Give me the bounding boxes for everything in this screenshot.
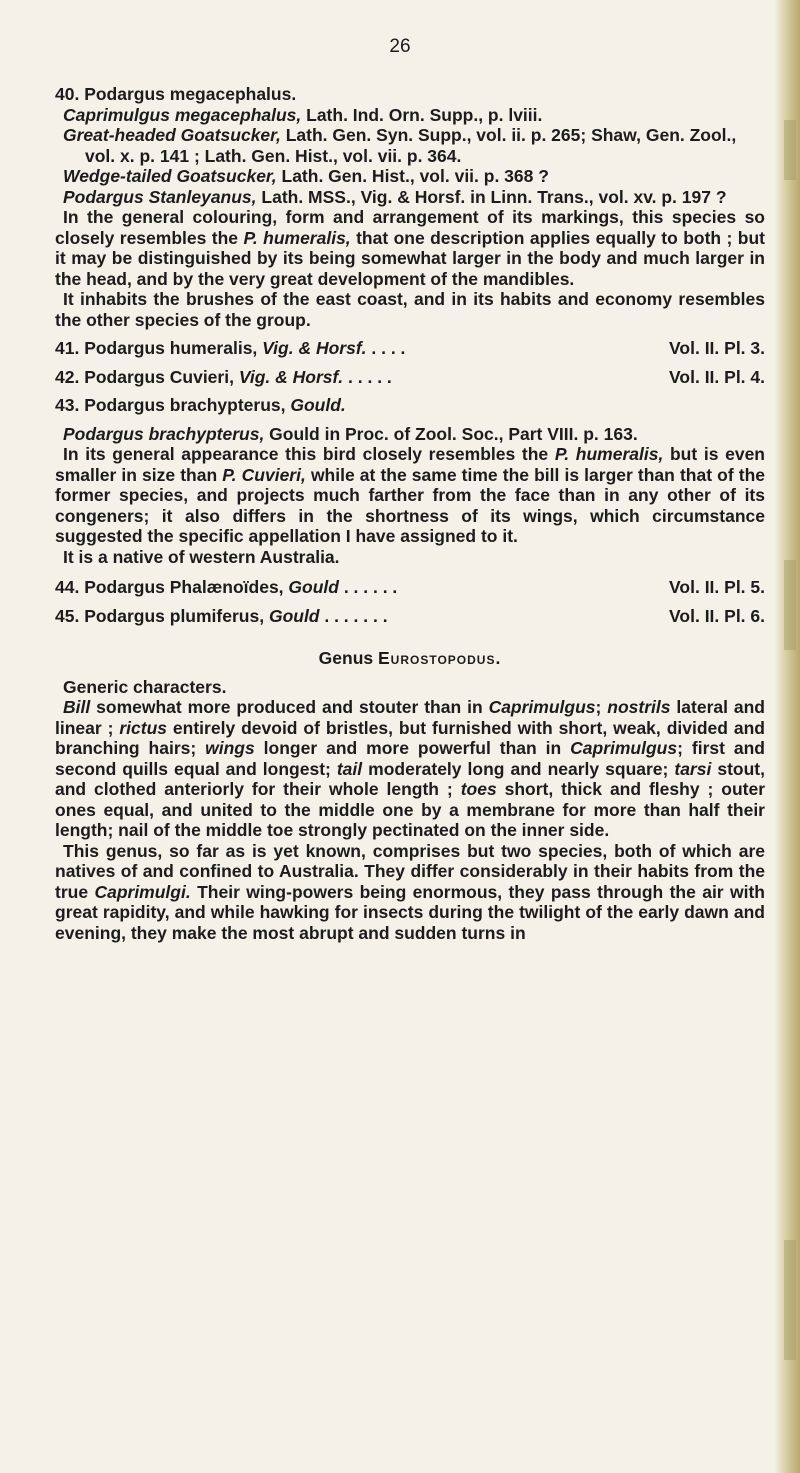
term: nostrils	[607, 697, 671, 717]
genus-label: Genus	[318, 648, 378, 668]
citation	[55, 187, 765, 208]
entry-41-authority: Vig. & Horsf.	[262, 338, 367, 358]
citation-ref: Lath. MSS., Vig. & Horsf. in Linn. Trans., vol. xv. p. 197 ?	[256, 186, 727, 207]
text: that one description applies equally to both ; but it may be distinguished by its being somewhat larger in the body and much larger in the head, and by the very great development of the mandibles.	[55, 227, 765, 289]
stain-spot	[784, 120, 796, 180]
leader-dots: . . . . .	[343, 366, 392, 387]
generic-characters-heading: Generic characters.	[63, 676, 227, 697]
citation	[55, 166, 765, 187]
text: moderately long and nearly square;	[362, 758, 675, 779]
entry-40-description	[55, 207, 765, 289]
page-body	[55, 84, 765, 943]
citation-name: Podargus Stanleyanus,	[63, 186, 257, 207]
entry-42-plate-ref: Vol. II. Pl. 4.	[669, 366, 765, 387]
entry-40-habitat: It inhabits the brushes of the east coast, and in its habits and economy resembles the other species of the group.	[55, 289, 765, 330]
text: In the general colouring, form and arrangement of its markings, this species so closely resembles the	[55, 207, 765, 248]
entry-43-description	[55, 444, 765, 547]
citation-ref: Gould in Proc. of Zool. Soc., Part VIII. p. 163.	[264, 423, 638, 444]
entry-45-name: 45. Podargus plumiferus,	[55, 605, 269, 626]
entry-41-name: 41. Podargus humeralis,	[55, 338, 263, 358]
entry-44-authority: Gould	[288, 577, 339, 597]
leader-dots: . . . . . .	[338, 577, 398, 597]
genus-title	[55, 648, 765, 669]
citation-name: Podargus brachypterus,	[63, 423, 265, 444]
text: Their wing-powers being enormous, they pass through the air with great rapidity, and while hawking for insects during the twilight of the early dawn and evening, they make the most abrupt and sudden turns in	[55, 881, 765, 943]
citation	[55, 125, 765, 166]
text: somewhat more produced and stouter than in	[90, 697, 489, 717]
citation-ref: Lath. Gen. Hist., vol. vii. p. 368 ?	[276, 166, 549, 186]
entry-42	[55, 367, 765, 388]
entry-43-authority: Gould.	[290, 395, 346, 415]
citation-name: Caprimulgus megacephalus,	[63, 104, 302, 125]
citation-ref: Lath. Ind. Orn. Supp., p. lviii.	[301, 104, 543, 125]
term: Caprimulgus	[488, 697, 596, 717]
term: tarsi	[674, 758, 712, 779]
text: but is even smaller in size than	[55, 444, 765, 485]
text: while at the same time the bill is larger than that of the former species, and projects much farther from the face than in any other of its congeners; it also differs in the shortness of its wings, which circumstance suggested the specific appellation I have assigned to it.	[55, 464, 765, 546]
genus-name: Eurostopodus.	[378, 648, 502, 668]
text: ; first and second quills equal and longest;	[55, 738, 765, 779]
entry-44-plate-ref: Vol. II. Pl. 5.	[669, 577, 765, 597]
term: Caprimulgi.	[94, 881, 191, 902]
entry-40-heading: 40. Podargus megacephalus.	[55, 84, 297, 104]
entry-44	[55, 577, 765, 598]
leader-dots: . . . . . . .	[319, 605, 388, 626]
entry-42-name: 42. Podargus Cuvieri,	[55, 366, 239, 387]
species-ref: P. humeralis,	[243, 227, 351, 248]
generic-characters-description	[55, 697, 765, 841]
term: Caprimulgus	[570, 738, 678, 758]
entry-42-authority: Vig. & Horsf.	[238, 366, 344, 387]
text: short, thick and fleshy ; outer ones equal, and united to the middle one by a membrane for more than half their length; nail of the middle toe strongly pectinated on the inner side.	[55, 779, 765, 840]
entry-41	[55, 338, 765, 359]
text: ;	[595, 697, 608, 717]
page-number: 26	[389, 36, 411, 57]
stain-spot	[784, 1240, 796, 1360]
citation-name: Great-headed Goatsucker,	[63, 125, 281, 145]
text: entirely devoid of bristles, but furnished with short, weak, divided and branching hairs;	[55, 717, 765, 758]
term: Bill	[63, 697, 91, 717]
text: longer and more powerful than in	[254, 738, 571, 758]
species-ref: P. Cuvieri,	[222, 464, 306, 485]
citation	[55, 424, 765, 445]
term: rictus	[119, 717, 168, 738]
leader-dots: . . . .	[366, 338, 406, 358]
entry-45-authority: Gould	[268, 605, 320, 626]
entry-41-plate-ref: Vol. II. Pl. 3.	[669, 338, 765, 358]
entry-43-habitat: It is a native of western Australia.	[63, 546, 340, 567]
stain-spot	[784, 560, 796, 650]
text: This genus, so far as is yet known, comprises but two species, both of which are natives of and confined to Australia. They differ considerably in their habits from the true	[55, 840, 765, 902]
entry-45-plate-ref: Vol. II. Pl. 6.	[669, 605, 765, 626]
species-ref: P. humeralis,	[554, 444, 664, 464]
term: toes	[460, 779, 497, 799]
term: wings	[205, 738, 255, 758]
citation-name: Wedge-tailed Goatsucker,	[63, 166, 277, 186]
text: stout, and clothed anteriorly for their whole length ;	[55, 758, 765, 799]
entry-43-heading	[55, 395, 765, 416]
genus-remarks	[55, 841, 765, 944]
entry-43-name: 43. Podargus brachypterus,	[55, 395, 291, 415]
text: In its general appearance this bird closely resembles the	[63, 444, 555, 464]
citation-ref: Lath. Gen. Syn. Supp., vol. ii. p. 265; Shaw, Gen. Zool., vol. x. p. 141 ; Lath. Gen. Hist., vol. vii. p. 364.	[85, 125, 737, 166]
term: tail	[336, 758, 363, 779]
text: lateral and linear ;	[55, 697, 765, 738]
entry-44-name: 44. Podargus Phalænoïdes,	[55, 577, 289, 597]
entry-45	[55, 606, 765, 627]
citation	[55, 105, 765, 126]
